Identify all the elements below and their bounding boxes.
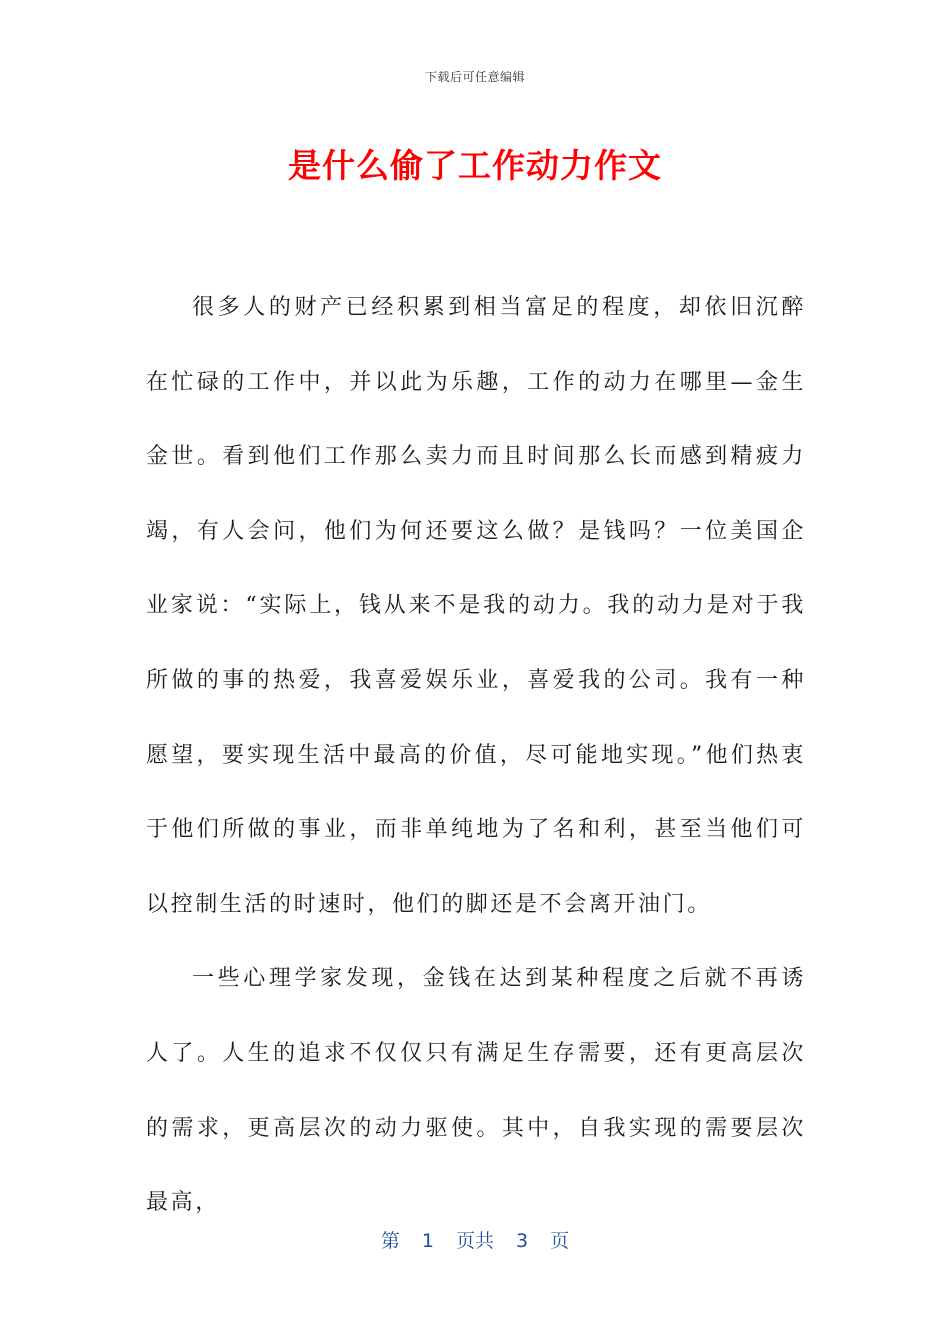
of-label: 页共: [455, 1230, 494, 1252]
document-title: 是什么偷了工作动力作文: [288, 146, 662, 185]
page-suffix: 页: [550, 1230, 570, 1252]
page-footer: [0, 1226, 950, 1253]
header-note: 下载后可任意编辑: [424, 70, 525, 84]
document-body: [146, 271, 806, 1241]
page-label: 第: [380, 1230, 400, 1252]
total-pages: 3: [516, 1230, 529, 1252]
page-number: 1: [421, 1230, 434, 1252]
paragraph: 一些心理学家发现，金钱在达到某种程度之后就不再诱人了。人生的追求不仅仅只有满足生存需要，还有更高层次的需求，更高层次的动力驱使。其中，自我实现的需要层次最高，: [146, 966, 806, 1216]
paragraph: 很多人的财产已经积累到相当富足的程度，却依旧沉醉在忙碌的工作中，并以此为乐趣，工作的动力在哪里—金生金世。看到他们工作那么卖力而且时间那么长而感到精疲力竭，有人会问，他们为何还要这么做？是钱吗？一位美国企业家说：“实际上，钱从来不是我的动力。我的动力是对于我所做的事的热爱，我喜爱娱乐业，喜爱我的公司。我有一种愿望，要实现生活中最高的价值，尽可能地实现。”他们热衷于他们所做的事业，而非单纯地为了名和利，甚至当他们可以控制生活的时速时，他们的脚还是不会离开油门。: [146, 295, 806, 917]
